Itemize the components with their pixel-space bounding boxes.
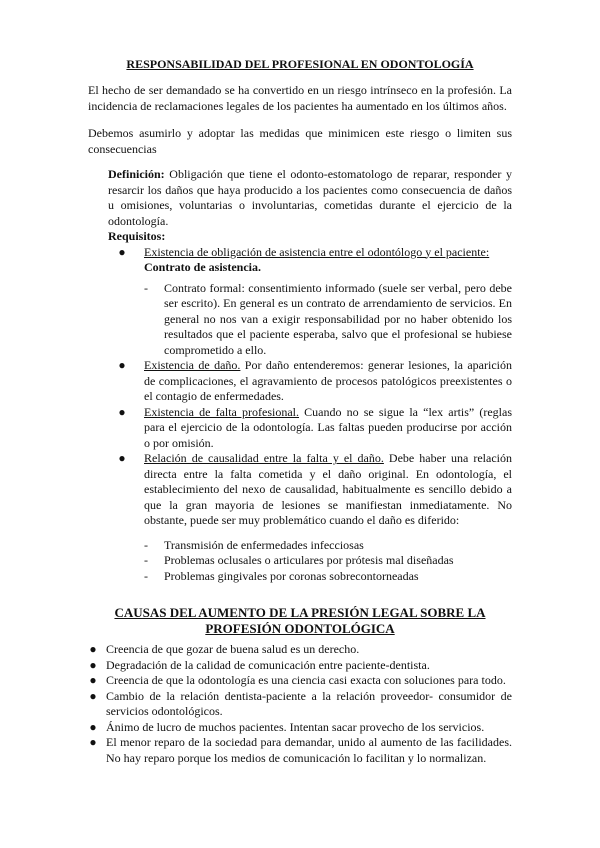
bullet-icon: ● — [118, 404, 126, 419]
dash-text: Transmisión de enfermedades infecciosas — [164, 537, 364, 552]
definition-block — [108, 167, 512, 584]
list-item: ● Creencia de que la odontología es una ciencia casi exacta con soluciones para todo. — [89, 673, 506, 687]
dash-text: Contrato formal: consentimiento informado (suele ser verbal, pero debe ser escrito). En general es un contrato de arrendamiento de servicios. En general no nos van a exigir responsabilidad por no haber obtenido los resultados que el paciente esperaba, salvo que el profesional se hubiese comprometido a ello. — [164, 280, 512, 357]
list-item — [144, 569, 512, 585]
requisitos-list — [108, 245, 512, 585]
bullet-icon: ● — [89, 719, 97, 734]
definition-paragraph — [108, 167, 512, 229]
causes-title: CAUSAS DEL AUMENTO DE LA PRESIÓN LEGAL SOBRE LA PROFESIÓN ODONTOLÓGICA — [114, 605, 486, 636]
intro-paragraph-2: Debemos asumirlo y adoptar las medidas que minimicen este riesgo o limiten sus consecuencias — [88, 126, 512, 156]
bullet-icon: ● — [89, 735, 97, 749]
requisito-heading: Existencia de daño. — [144, 358, 241, 372]
list-item: ● Ánimo de lucro de muchos pacientes. Intentan sacar provecho de los servicios. — [89, 719, 485, 734]
definition-label: Definición: — [108, 167, 165, 181]
dash-text: Problemas oclusales o articulares por prótesis mal diseñadas — [164, 553, 454, 567]
requisito-heading: Relación de causalidad entre la falta y el daño. — [144, 451, 384, 465]
list-item — [144, 553, 512, 569]
requisito-text: Por daño entenderemos: generar lesiones, la aparición de complicaciones, el agravamiento de procesos patológicos preexistentes o el contagio de enfermedades. — [144, 358, 512, 403]
bullet-icon: ● — [89, 657, 97, 672]
dash-icon: - — [144, 537, 148, 552]
requisitos-label: Requisitos: — [108, 229, 166, 243]
intro-paragraph-1: El hecho de ser demandado se ha convertido en un riesgo intrínseco en la profesión. La incidencia de reclamaciones legales de los pacientes ha aumentado en los últimos años. — [88, 83, 512, 113]
dash-icon: - — [144, 280, 148, 295]
bullet-icon: ● — [118, 451, 126, 465]
list-item — [144, 538, 512, 554]
requisito-text: Cuando no se sigue la “lex artis” (reglas para el ejercicio de la odontología. Las faltas pueden producirse por acción o por omisión. — [144, 404, 513, 450]
list-item: ● Degradación de la calidad de comunicación entre paciente-dentista. — [89, 657, 430, 672]
requisito-text: Debe haber una relación directa entre la falta cometida y el daño original. En odontología, el establecimiento del nexo de causalidad, habitualmente es sencillo debido a que la gran mayoria de lesiones se manifiestan inmediatamente. No obstante, puede ser muy problemático cuando el daño es diferido: — [144, 451, 512, 527]
causes-list — [88, 642, 512, 766]
bullet-icon: ● — [118, 358, 126, 372]
bullet-icon: ● — [89, 642, 97, 656]
list-item — [108, 245, 512, 359]
list-item — [108, 451, 512, 584]
list-item: ● Creencia de que gozar de buena salud es un derecho. — [89, 642, 360, 656]
bullet-icon: ● — [118, 244, 126, 259]
dash-icon: - — [144, 553, 148, 567]
requisito-heading: Existencia de obligación de asistencia entre el odontólogo y el paciente: — [144, 244, 490, 259]
list-item — [144, 281, 512, 359]
list-item: ● Cambio de la relación dentista-paciente a la relación proveedor- consumidor de servicios odontológicos. — [89, 688, 512, 718]
document-title: RESPONSABILIDAD DEL PROFESIONAL EN ODONTOLOGÍA — [126, 57, 474, 71]
definition-text: Obligación que tiene el odonto-estomatologo de reparar, responder y resarcir los daños que haya producido a los pacientes como consecuencia de daños u omisiones, voluntarias o involuntarias, cometidas durante el ejercicio de la odontología. — [108, 167, 512, 228]
list-item — [108, 358, 512, 405]
list-item — [108, 405, 512, 452]
dash-icon: - — [144, 568, 148, 583]
dash-text: Problemas gingivales por coronas sobrecontorneadas — [164, 568, 419, 583]
requisito-subheading: Contrato de asistencia. — [144, 260, 261, 274]
list-item: ● El menor reparo de la sociedad para demandar, unido al aumento de las facilidades. No hay reparo porque los medios de comunicación lo facilitan y lo normalizan. — [89, 735, 512, 765]
requisito-heading: Existencia de falta profesional. — [144, 404, 300, 419]
bullet-icon: ● — [89, 673, 97, 687]
bullet-icon: ● — [89, 688, 97, 703]
